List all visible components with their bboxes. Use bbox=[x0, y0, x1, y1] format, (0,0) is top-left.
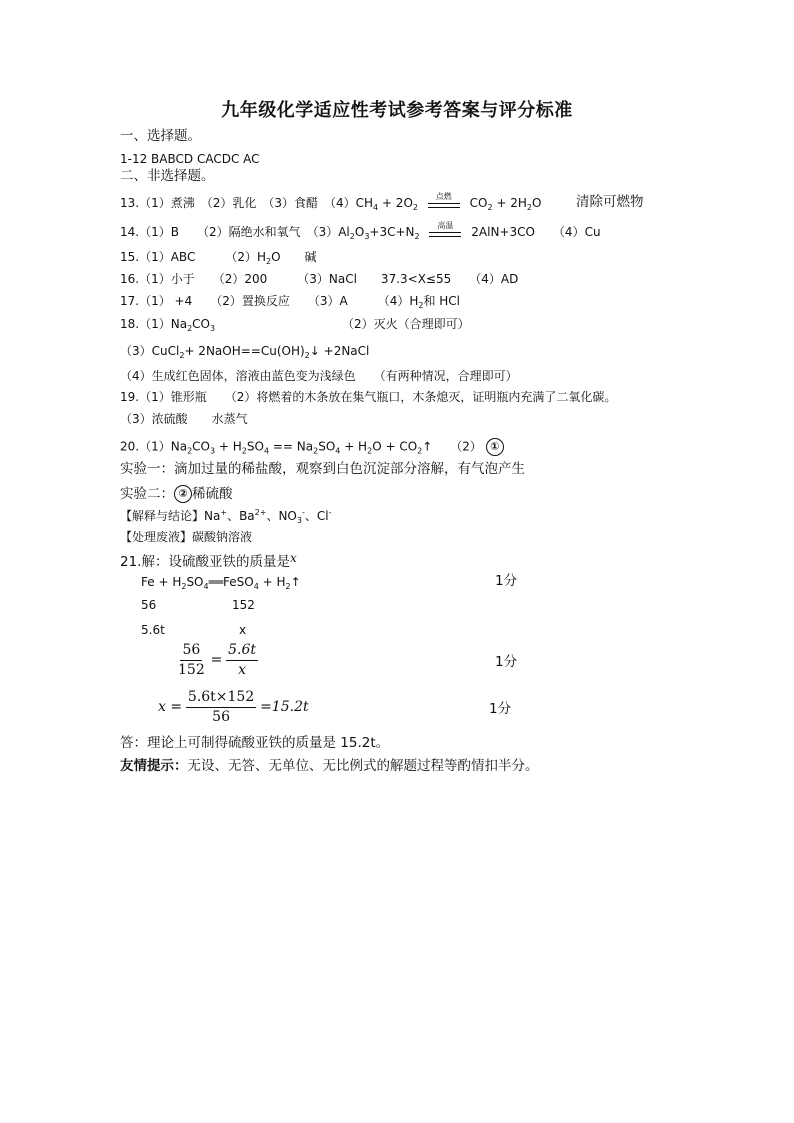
choice-answers: 1-12 BABCD CACDC AC bbox=[120, 152, 260, 166]
answer-16: 16.（1）小于 （2）200 （3）NaCl 37.3<X≤55 （4）AD bbox=[120, 272, 519, 286]
answer-14: 14.（1）B （2）隔绝水和氧气 $(3)Al_2O_3+3C+N_2$ 高温 2AlN+3CO （4）Cu bbox=[120, 221, 601, 241]
section-nonchoice-heading: 二、非选择题。 bbox=[120, 168, 215, 184]
page-title: 九年级化学适应性考试参考答案与评分标准 bbox=[221, 100, 573, 121]
reaction-condition: 点燃 bbox=[426, 195, 462, 211]
answer-21-equation: $Fe + H_2SO_4══FeSO_4$ + $H_2↑$ bbox=[141, 575, 301, 591]
answer-18: $18.(1)Na_2CO_3$ bbox=[120, 317, 216, 333]
mass-feso4: x bbox=[239, 623, 247, 637]
answer-17: 17.（1） +4 （2）置换反应 （3）A $(4)H_2$和 HCl bbox=[120, 294, 461, 310]
mass-fe: 5.6t bbox=[141, 623, 165, 637]
proportion-equation: $\frac{56}{152}$ = $\frac{5.6t}{x}$ bbox=[178, 642, 257, 678]
circled-number-one: ① bbox=[486, 438, 504, 456]
waste-handling: 【处理废液】碳酸钠溶液 bbox=[120, 530, 253, 544]
answer-18-3: （3）CuCl$_2$+ $2NaOH==Cu(OH)_2↓$ +2NaCl bbox=[120, 344, 370, 360]
answer-18-4: （4）生成红色固体，溶液由蓝色变为浅绿色 （有两种情况，合理即可） bbox=[120, 369, 518, 383]
solution-equation: x = $\frac{5.6t\times 152}{56}$ =15.2t bbox=[158, 689, 309, 725]
molar-mass-fe: 56 bbox=[141, 598, 157, 612]
experiment-two: 实验二： ② 稀硫酸 bbox=[120, 486, 233, 502]
experiment-one: 实验一：滴加过量的稀盐酸，观察到白色沉淀部分溶解，有气泡产生 bbox=[120, 461, 525, 477]
answer-21-setup: 21.解：设硫酸亚铁的质量是x bbox=[120, 551, 297, 570]
final-answer: 答：理论上可制得硫酸亚铁的质量是 15.2t。 bbox=[120, 735, 390, 751]
answer-20: $20.(1)Na_2CO_3 + H_2SO_4 == Na_2SO_4 + H_2O$ + $CO_2↑$ （2） ① bbox=[120, 438, 504, 456]
answer-13-reason: 清除可燃物 bbox=[576, 194, 644, 210]
conclusion: 【解释与结论】Na+、$Ba^{2+}$、$NO_3^-$、Cl- bbox=[120, 508, 332, 525]
reaction-condition: 高温 bbox=[427, 224, 463, 240]
molar-mass-feso4: 152 bbox=[232, 598, 255, 612]
fraction: $\frac{56}{152}$ bbox=[178, 642, 205, 678]
score-1: 1分 bbox=[495, 573, 518, 589]
answer-15: 15.（1）ABC $(2)H_2O$ 碱 bbox=[120, 250, 317, 266]
score-3: 1分 bbox=[489, 701, 512, 717]
answer-19-3: （3）浓硫酸 水蒸气 bbox=[120, 412, 248, 426]
fraction: $\frac{5.6t\times 152}{56}$ bbox=[187, 689, 255, 725]
section-choice-heading: 一、选择题。 bbox=[120, 128, 201, 144]
answer-19: 19.（1）锥形瓶 （2）将燃着的木条放在集气瓶口，木条熄灭，证明瓶内充满了二氧化碳。 bbox=[120, 390, 617, 404]
answer-13: 13.（1）煮沸 （2）乳化 （3）食醋 $(4)CH_4 + 2O_2$ 点燃 $CO_2 + 2H_2O$ bbox=[120, 192, 542, 212]
answer-18-2: （2）灭火（合理即可） bbox=[342, 317, 470, 331]
fraction: $\frac{5.6t}{x}$ bbox=[228, 642, 257, 678]
score-2: 1分 bbox=[495, 654, 518, 670]
friendly-tip: 友情提示：无设、无答、无单位、无比例式的解题过程等酌情扣半分。 bbox=[120, 758, 539, 774]
circled-number-two: ② bbox=[174, 485, 192, 503]
